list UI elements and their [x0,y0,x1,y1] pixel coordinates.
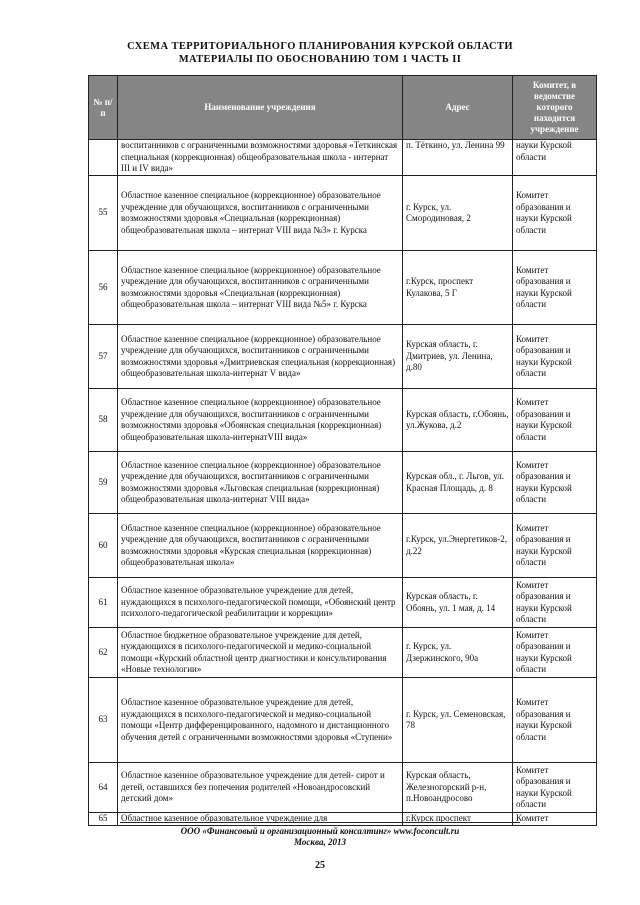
table-row [89,578,597,628]
table-row [89,389,597,452]
table-row [89,325,597,389]
row-number: 62 [89,628,118,678]
institution-committee: Комитет образования и науки Курской области [513,514,597,578]
institution-name: Областное казенное специальное (коррекционное) образовательное учреждение для обучающихся, воспитанников с ограниченными возможностями здоровья «Обоянская специальная (коррекционная) общеобразовательная школа-интернатVIII вида» [118,389,403,452]
institution-committee: Комитет образования и науки Курской области [513,176,597,251]
table-row [89,628,597,678]
column-header-number: № п/п [89,76,118,140]
institution-committee: Комитет [513,813,597,826]
footer-divider [120,822,520,823]
institution-name: Областное казенное специальное (коррекционное) образовательное учреждение для обучающихся, воспитанников с ограниченными возможностями здоровья «Дмитриевская специальная (коррекционная) общеобразовательная школа-интернат V вида» [118,325,403,389]
institution-name: воспитанников с ограниченными возможностями здоровья «Теткинская специальная (коррекционная) общеобразовательная школа - интернат III и IV вида» [118,140,403,176]
institution-name: Областное казенное специальное (коррекционное) образовательное учреждение для обучающихся, воспитанников с ограниченными возможностями здоровья «Льговская специальная (коррекционная) общеобразовательная школа-интернат VIII вида» [118,452,403,514]
document-title: СХЕМА ТЕРРИТОРИАЛЬНОГО ПЛАНИРОВАНИЯ КУРСКОЙ ОБЛАСТИ [127,41,513,52]
table-row [89,763,597,813]
institution-name: Областное казенное специальное (коррекционное) образовательное учреждение для обучающихся, воспитанников с ограниченными возможностями здоровья «Курская специальная (коррекционная) общеобразовательная школа» [118,514,403,578]
footer-company: ООО «Финансовый и организационный консалтинг» www.foconcult.ru [180,826,460,836]
institution-name: Областное казенное специальное (коррекционное) образовательное учреждение для обучающихся, воспитанников с ограниченными возможностями здоровья «Специальная (коррекционная) общеобразовательная школа – интернат VIII вида №3» г. Курска [118,176,403,251]
institution-address: Курская область, г. Дмитриев, ул. Ленина, д.80 [403,325,513,389]
institution-committee: Комитет образования и науки Курской области [513,452,597,514]
institution-address: г. Курск, ул. Семеновская, 78 [403,678,513,763]
institution-name: Областное бюджетное образовательное учреждение для детей, нуждающихся в психолого-педагогической и медико-социальной помощи «Курский областной центр диагностики и консультирования «Новые технологии» [118,628,403,678]
institution-address: г.Курск проспект [403,813,513,826]
institution-committee: Комитет образования и науки Курской области [513,251,597,325]
institution-address: Курская обл., г. Льгов, ул. Красная Площадь, д. 8 [403,452,513,514]
institution-address: Курская область, Железногорский р-н, п.Новоандросово [403,763,513,813]
row-number [89,140,118,176]
document-subtitle: МАТЕРИАЛЫ ПО ОБОСНОВАНИЮ ТОМ 1 ЧАСТЬ II [178,54,462,65]
institution-committee: Комитет образования и науки Курской области [513,578,597,628]
institution-address: г. Курск, ул. Смородиновая, 2 [403,176,513,251]
table-header-row [89,76,597,140]
institution-address: п. Тёткино, ул. Ленина 99 [403,140,513,176]
row-number: 55 [89,176,118,251]
row-number: 63 [89,678,118,763]
row-number: 61 [89,578,118,628]
institution-address: Курская область, г. Обоянь, ул. 1 мая, д. 14 [403,578,513,628]
row-number: 64 [89,763,118,813]
table-row [89,678,597,763]
column-header-name: Наименование учреждения [118,76,403,140]
institutions-table [88,75,597,826]
row-number: 58 [89,389,118,452]
column-header-committee: Комитет, в ведомстве которого находится учреждение [513,76,597,140]
row-number: 65 [89,813,118,826]
column-header-address: Адрес [403,76,513,140]
table-row [89,452,597,514]
institution-address: г. Курск, ул. Дзержинского, 90а [403,628,513,678]
institution-address: г.Курск, проспект Кулакова, 5 Г [403,251,513,325]
footer-city-year: Москва, 2013 [294,837,346,847]
table-row [89,176,597,251]
institution-committee: Комитет образования и науки Курской области [513,325,597,389]
institution-committee: Комитет образования и науки Курской области [513,628,597,678]
institution-name: Областное казенное образовательное учреждение для детей- сирот и детей, оставшихся без попечения родителей «Новоандросовский детский дом» [118,763,403,813]
institution-name: Областное казенное специальное (коррекционное) образовательное учреждение для обучающихся, воспитанников с ограниченными возможностями здоровья «Специальная (коррекционная) общеобразовательная школа – интернат VIII вида №5» г. Курска [118,251,403,325]
institution-committee: Комитет образования и науки Курской области [513,389,597,452]
table-row [89,813,597,826]
institution-name: Областное казенное образовательное учреждение для детей, нуждающихся в психолого-педагогической помощи, «Обоянский центр психолого-педагогической реабилитации и коррекции» [118,578,403,628]
row-number: 59 [89,452,118,514]
institution-committee: науки Курской области [513,140,597,176]
institution-committee: Комитет образования и науки Курской области [513,678,597,763]
institution-address: Курская область, г.Обоянь, ул.Жукова, д.2 [403,389,513,452]
institution-address: г.Курск, ул.Энергетиков-2, д.22 [403,514,513,578]
row-number: 60 [89,514,118,578]
table-row [89,514,597,578]
institution-name: Областное казенное образовательное учреждение для [118,813,403,826]
institution-committee: Комитет образования и науки Курской области [513,763,597,813]
table-row [89,251,597,325]
row-number: 56 [89,251,118,325]
table-row [89,140,597,176]
page-number: 25 [315,860,325,871]
row-number: 57 [89,325,118,389]
institution-name: Областное казенное образовательное учреждение для детей, нуждающихся в психолого-педагогической и медико-социальной помощи «Центр дифференцированного, надомного и дистанционного обучения детей с ограниченными возможностями здоровья «Ступени» [118,678,403,763]
